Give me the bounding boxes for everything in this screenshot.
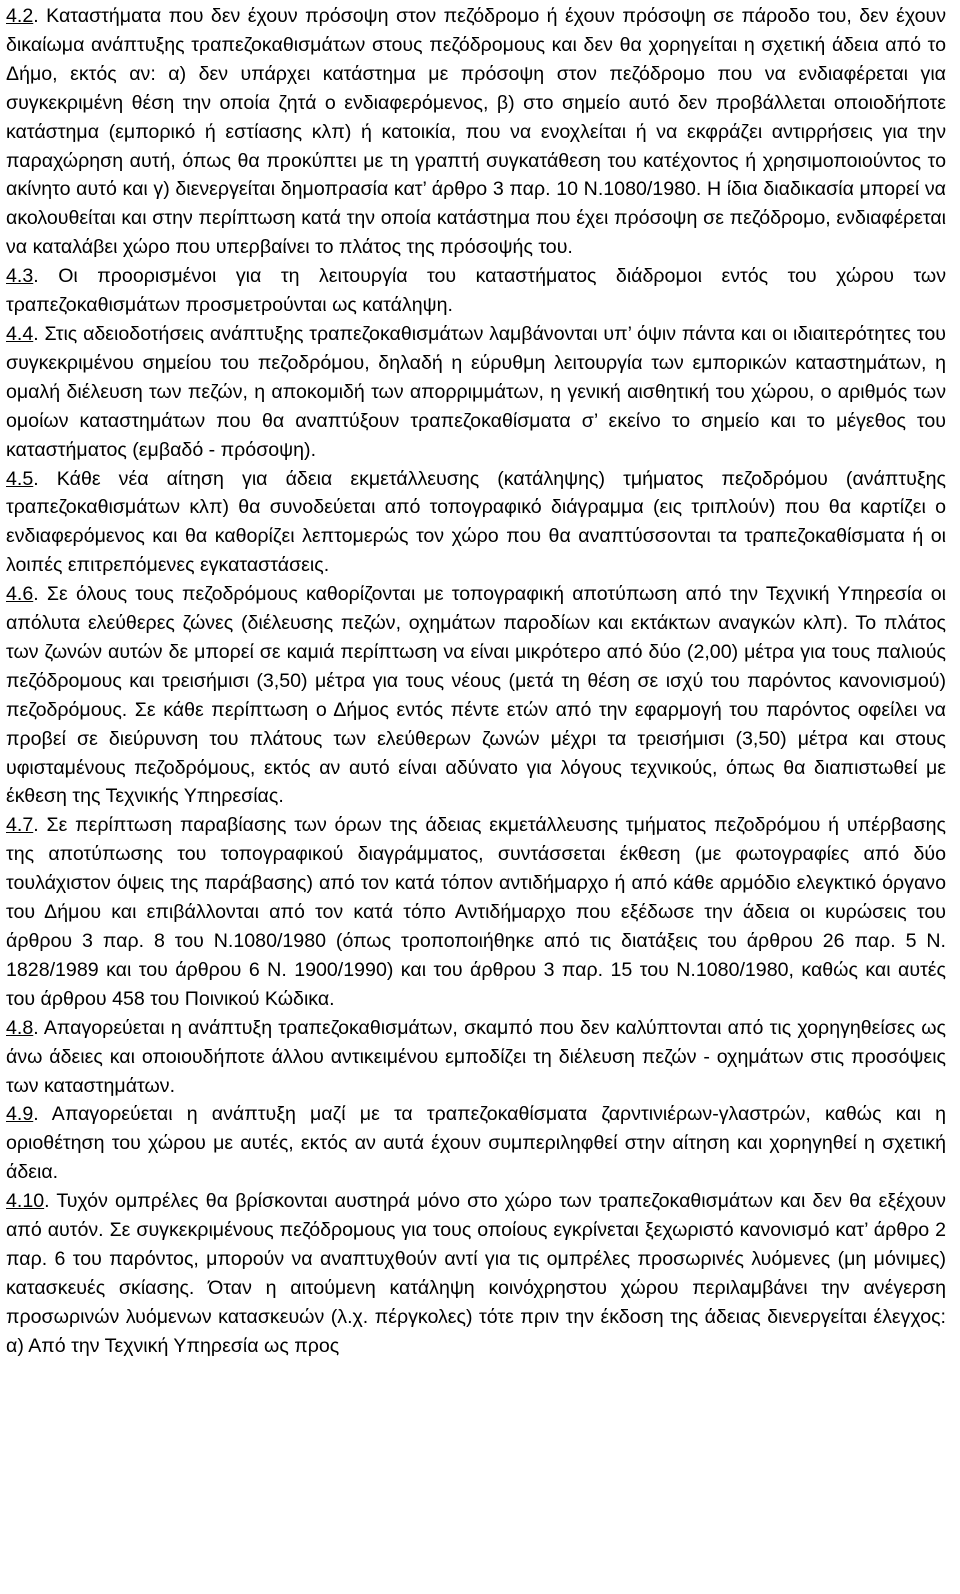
paragraph-4-10: 4.10. Τυχόν ομπρέλες θα βρίσκονται αυστηρά μόνο στο χώρο των τραπεζοκαθισμάτων και δεν θα εξέχουν από αυτόν. Σε συγκεκριμένους πεζόδρομους για τους οποίους εγκρίνεται ξεχωριστό κανονισμό κατ’ άρθρο 2 παρ. 6 του παρόντος, μπορούν να αναπτυχθούν αντί για τις ομπρέλες προσωρινές λυόμενες (μη μόνιμες) κατασκευές σκίασης. Όταν η αιτούμενη κατάληψη κοινόχρηστου χώρου περιλαμβάνει την ανέγερση προσωρινών λυόμενων κατασκευών (λ.χ. πέργκολες) τότε πριν την έκδοση της άδειας διενεργείται έλεγχος: α) Από την Τεχνική Υπηρεσία ως προς bbox=[6, 1190, 946, 1357]
paragraph-number: 4.7 bbox=[6, 814, 34, 837]
paragraph-text: Στις αδειοδοτήσεις ανάπτυξης τραπεζοκαθισμάτων λαμβάνονται υπ’ όψιν πάντα και οι ιδιαιτερότητες του συγκεκριμένου σημείου του πεζοδρόμου, δηλαδή η εύρυθμη λειτουργία των εμπορικών καταστημάτων, η ομαλή διέλευση των πεζών, η αποκομιδή των απορριμμάτων, η γενική αισθητική του χώρου, ο αριθμός των ομοίων καταστημάτων που θα αναπτύξουν τραπεζοκαθίσματα σ’ εκείνο το σημείο και το μέγεθος του καταστήματος (εμβαδό - πρόσοψη). bbox=[6, 322, 947, 461]
paragraph-number: 4.9 bbox=[6, 1103, 34, 1126]
paragraph-text: Οι προορισμένοι για τη λειτουργία του καταστήματος διάδρομοι εντός του χώρου των τραπεζοκαθισμάτων προσμετρούνται ως κατάληψη. bbox=[6, 265, 946, 317]
paragraph-text: Σε περίπτωση παραβίασης των όρων της άδειας εκμετάλλευσης τμήματος πεζοδρόμου ή υπέρβασης της αποτύπωσης του τοπογραφικού διαγράμματος, συντάσσεται έκθεση (με φωτογραφίες από δύο τουλάχιστον όψεις της παράβασης) από τον κατά τόπον αντιδήμαρχο ή από κάθε αρμόδιο ελεγκτικό όργανο του Δήμου και επιβάλλονται από τον κατά τόπο Αντιδήμαρχο που εξέδωσε την άδεια οι κυρώσεις του άρθρου 3 παρ. 8 του Ν.1080/1980 (όπως τροποποιήθηκε από τις διατάξεις του άρθρου 26 παρ. 5 Ν. 1828/1989 και του άρθρου 6 Ν. 1900/1990) και του άρθρου 3 παρ. 15 του Ν.1080/1980, καθώς και αυτές του άρθρου 458 του Ποινικού Κώδικα. bbox=[6, 814, 946, 1010]
paragraph-number: 4.5 bbox=[6, 467, 34, 490]
paragraph-4-2: 4.2. Καταστήματα που δεν έχουν πρόσοψη στον πεζόδρομο ή έχουν πρόσοψη σε πάροδο του, δεν έχουν δικαίωμα ανάπτυξης τραπεζοκαθισμάτων στους πεζόδρομους και δεν θα χορηγείται η σχετική άδεια από το Δήμο, εκτός αν: α) δεν υπάρχει κατάστημα με πρόσοψη στον πεζόδρομο που να ενδιαφέρεται για συγκεκριμένη θέση την οποία ζητά ο ενδιαφερόμενος, β) στο σημείο αυτό δεν προβάλλεται οποιοδήποτε κατάστημα (εμπορικό ή εστίασης κλπ) ή κατοικία, που να ενοχλείται ή να εκφράζει αντιρρήσεις για την παραχώρηση αυτή, όπως θα προκύπτει με τη γραπτή συγκατάθεση του κατέχοντος ή χρησιμοποιούντος το ακίνητο αυτό και γ) διενεργείται δημοπρασία κατ’ άρθρο 3 παρ. 10 Ν.1080/1980. Η ίδια διαδικασία μπορεί να ακολουθείται και στην περίπτωση κατά την οποία κατάστημα που έχει πρόσοψη σε πεζόδρομο, ενδιαφέρεται να καταλάβει χώρο που υπερβαίνει το πλάτος της πρόσοψής του. bbox=[6, 5, 946, 259]
paragraph-text: Απαγορεύεται η ανάπτυξη μαζί με τα τραπεζοκαθίσματα ζαρντινιέρων-γλαστρών, καθώς και η οριοθέτηση του χώρου με αυτές, εκτός αν αυτά έχουν συμπεριληφθεί στην αίτηση και χορηγηθεί η σχετική άδεια. bbox=[6, 1103, 946, 1184]
paragraph-number: 4.3 bbox=[6, 265, 34, 288]
paragraph-4-5: 4.5. Κάθε νέα αίτηση για άδεια εκμετάλλευσης (κατάληψης) τμήματος πεζοδρόμου (ανάπτυξης τραπεζοκαθισμάτων κλπ) θα συνοδεύεται από τοπογραφικό διάγραμμα (εις τριπλούν) που θα καρτίζει ο ενδιαφερόμενος και θα καθορίζει λεπτομερώς τον χώρο που θα αναπτύσσονται τα τραπεζοκαθίσματα ή οι λοιπές επιτρεπόμενες εγκαταστάσεις. bbox=[6, 467, 947, 577]
paragraph-4-9: 4.9. Απαγορεύεται η ανάπτυξη μαζί με τα τραπεζοκαθίσματα ζαρντινιέρων-γλαστρών, καθώς και η οριοθέτηση του χώρου με αυτές, εκτός αν αυτά έχουν συμπεριληφθεί στην αίτηση και χορηγηθεί η σχετική άδεια. bbox=[6, 1103, 946, 1184]
paragraph-text: Τυχόν ομπρέλες θα βρίσκονται αυστηρά μόνο στο χώρο των τραπεζοκαθισμάτων και δεν θα εξέχουν από αυτόν. Σε συγκεκριμένους πεζόδρομους για τους οποίους εγκρίνεται ξεχωριστό κανονισμό κατ’ άρθρο 2 παρ. 6 του παρόντος, μπορούν να αναπτυχθούν αντί για τις ομπρέλες προσωρινές λυόμενες (μη μόνιμες) κατασκευές σκίασης. Όταν η αιτούμενη κατάληψη κοινόχρηστου χώρου περιλαμβάνει την ανέγερση προσωρινών λυόμενων κατασκευών (λ.χ. πέργκολες) τότε πριν την έκδοση της άδειας διενεργείται έλεγχος: α) Από την Τεχνική Υπηρεσία ως προς bbox=[6, 1190, 946, 1357]
paragraph-text: Απαγορεύεται η ανάπτυξη τραπεζοκαθισμάτων, σκαμπό που δεν καλύπτονται από τις χορηγηθείσες ως άνω άδειες και οποιουδήποτε άλλου αντικειμένου εμποδίζει τη διέλευση πεζών - οχημάτων στις προσόψεις των καταστημάτων. bbox=[6, 1016, 947, 1097]
paragraph-4-6: 4.6. Σε όλους τους πεζοδρόμους καθορίζονται με τοπογραφική αποτύπωση από την Τεχνική Υπηρεσία οι απόλυτα ελεύθερες ζώνες (διέλευσης πεζών, οχημάτων παροδίων και εκτάκτων αναγκών κλπ). Το πλάτος των ζωνών αυτών δε μπορεί σε καμιά περίπτωση να είναι μικρότερο από δύο (2,00) μέτρα για τους παλιούς πεζόδρομους και τρεισήμισι (3,50) μέτρα για τους νέους (μετά τη θέση σε ισχύ του παρόντος κανονισμού) πεζοδρόμους. Σε κάθε περίπτωση ο Δήμος εντός πέντε ετών από την εφαρμογή του παρόντος οφείλει να προβεί σε διεύρυνση του πλάτους των ελεύθερων ζωνών μέχρι τα τρεισήμισι (3,50) μέτρα και στους υφισταμένους πεζοδρόμους, εκτός αν αυτό είναι αδύνατο για λόγους τεχνικούς, όπως θα διαπιστωθεί με έκθεση της Τεχνικής Υπηρεσίας. bbox=[6, 583, 946, 808]
paragraph-4-8: 4.8. Απαγορεύεται η ανάπτυξη τραπεζοκαθισμάτων, σκαμπό που δεν καλύπτονται από τις χορηγηθείσες ως άνω άδειες και οποιουδήποτε άλλου αντικειμένου εμποδίζει τη διέλευση πεζών - οχημάτων στις προσόψεις των καταστημάτων. bbox=[6, 1016, 947, 1097]
paragraph-text: Κάθε νέα αίτηση για άδεια εκμετάλλευσης (κατάληψης) τμήματος πεζοδρόμου (ανάπτυξης τραπεζοκαθισμάτων κλπ) θα συνοδεύεται από τοπογραφικό διάγραμμα (εις τριπλούν) που θα καρτίζει ο ενδιαφερόμενος και θα καθορίζει λεπτομερώς τον χώρο που θα αναπτύσσονται τα τραπεζοκαθίσματα ή οι λοιπές επιτρεπόμενες εγκαταστάσεις. bbox=[6, 467, 947, 577]
paragraph-number: 4.8 bbox=[6, 1016, 34, 1039]
paragraph-number: 4.2 bbox=[6, 5, 34, 27]
paragraph-number: 4.6 bbox=[6, 583, 34, 606]
paragraph-4-4: 4.4. Στις αδειοδοτήσεις ανάπτυξης τραπεζοκαθισμάτων λαμβάνονται υπ’ όψιν πάντα και οι ιδιαιτερότητες του συγκεκριμένου σημείου του πεζοδρόμου, δηλαδή η εύρυθμη λειτουργία των εμπορικών καταστημάτων, η ομαλή διέλευση των πεζών, η αποκομιδή των απορριμμάτων, η γενική αισθητική του χώρου, ο αριθμός των ομοίων καταστημάτων που θα αναπτύξουν τραπεζοκαθίσματα σ’ εκείνο το σημείο και το μέγεθος του καταστήματος (εμβαδό - πρόσοψη). bbox=[6, 322, 947, 461]
paragraph-4-7: 4.7. Σε περίπτωση παραβίασης των όρων της άδειας εκμετάλλευσης τμήματος πεζοδρόμου ή υπέρβασης της αποτύπωσης του τοπογραφικού διαγράμματος, συντάσσεται έκθεση (με φωτογραφίες από δύο τουλάχιστον όψεις της παράβασης) από τον κατά τόπον αντιδήμαρχο ή από κάθε αρμόδιο ελεγκτικό όργανο του Δήμου και επιβάλλονται από τον κατά τόπο Αντιδήμαρχο που εξέδωσε την άδεια οι κυρώσεις του άρθρου 3 παρ. 8 του Ν.1080/1980 (όπως τροποποιήθηκε από τις διατάξεις του άρθρου 26 παρ. 5 Ν. 1828/1989 και του άρθρου 6 Ν. 1900/1990) και του άρθρου 3 παρ. 15 του Ν.1080/1980, καθώς και αυτές του άρθρου 458 του Ποινικού Κώδικα. bbox=[6, 814, 946, 1010]
paragraph-text: Καταστήματα που δεν έχουν πρόσοψη στον πεζόδρομο ή έχουν πρόσοψη σε πάροδο του, δεν έχουν δικαίωμα ανάπτυξης τραπεζοκαθισμάτων στους πεζόδρομους και δεν θα χορηγείται η σχετική άδεια από το Δήμο, εκτός αν: α) δεν υπάρχει κατάστημα με πρόσοψη στον πεζόδρομο που να ενδιαφέρεται για συγκεκριμένη θέση την οποία ζητά ο ενδιαφερόμενος, β) στο σημείο αυτό δεν προβάλλεται οποιοδήποτε κατάστημα (εμπορικό ή εστίασης κλπ) ή κατοικία, που να ενοχλείται ή να εκφράζει αντιρρήσεις για την παραχώρηση αυτή, όπως θα προκύπτει με τη γραπτή συγκατάθεση του κατέχοντος ή χρησιμοποιούντος το ακίνητο αυτό και γ) διενεργείται δημοπρασία κατ’ άρθρο 3 παρ. 10 Ν.1080/1980. Η ίδια διαδικασία μπορεί να ακολουθείται και στην περίπτωση κατά την οποία κατάστημα που έχει πρόσοψη σε πεζόδρομο, ενδιαφέρεται να καταλάβει χώρο που υπερβαίνει το πλάτος της πρόσοψής του. bbox=[6, 5, 946, 259]
paragraph-text: Σε όλους τους πεζοδρόμους καθορίζονται με τοπογραφική αποτύπωση από την Τεχνική Υπηρεσία οι απόλυτα ελεύθερες ζώνες (διέλευσης πεζών, οχημάτων παροδίων και εκτάκτων αναγκών κλπ). Το πλάτος των ζωνών αυτών δε μπορεί σε καμιά περίπτωση να είναι μικρότερο από δύο (2,00) μέτρα για τους παλιούς πεζόδρομους και τρεισήμισι (3,50) μέτρα για τους νέους (μετά τη θέση σε ισχύ του παρόντος κανονισμού) πεζοδρόμους. Σε κάθε περίπτωση ο Δήμος εντός πέντε ετών από την εφαρμογή του παρόντος οφείλει να προβεί σε διεύρυνση του πλάτους των ελεύθερων ζωνών μέχρι τα τρεισήμισι (3,50) μέτρα και στους υφισταμένους πεζοδρόμους, εκτός αν αυτό είναι αδύνατο για λόγους τεχνικούς, όπως θα διαπιστωθεί με έκθεση της Τεχνικής Υπηρεσίας. bbox=[6, 583, 946, 808]
paragraph-number: 4.4 bbox=[6, 322, 34, 345]
paragraph-number: 4.10 bbox=[6, 1190, 45, 1213]
paragraph-4-3: 4.3. Οι προορισμένοι για τη λειτουργία του καταστήματος διάδρομοι εντός του χώρου των τραπεζοκαθισμάτων προσμετρούνται ως κατάληψη. bbox=[6, 265, 946, 317]
